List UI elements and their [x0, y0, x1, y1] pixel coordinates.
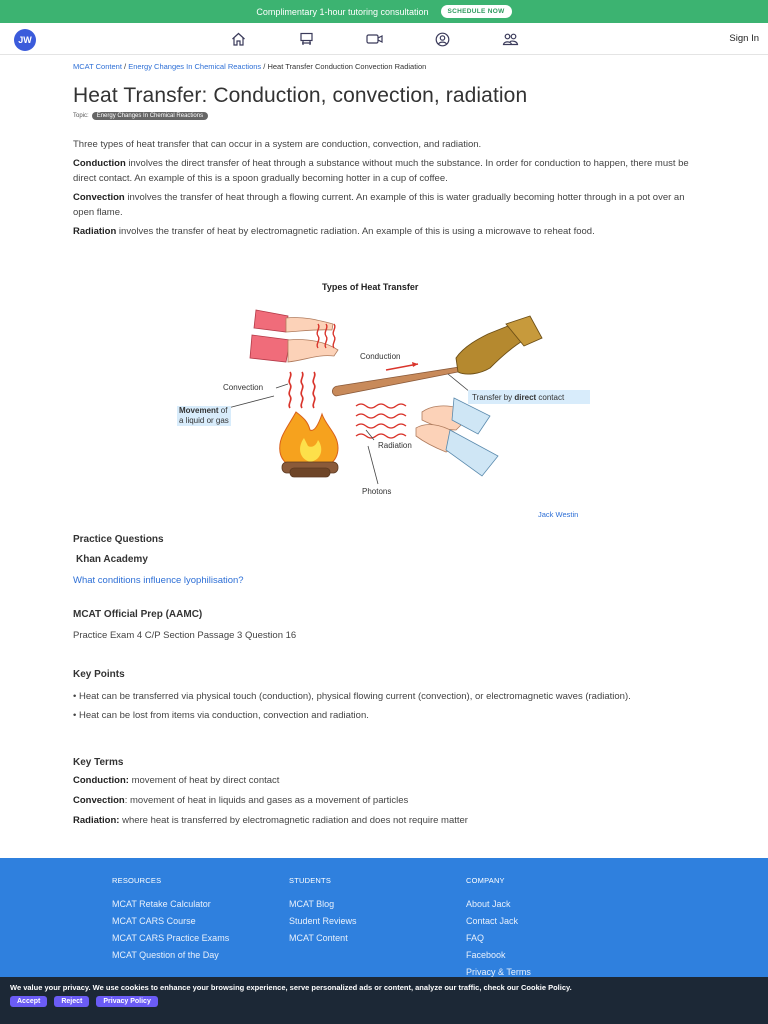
footer-link-cars-practice-exams[interactable]: MCAT CARS Practice Exams: [112, 933, 230, 943]
footer-link-question-of-the-day[interactable]: MCAT Question of the Day: [112, 950, 219, 960]
key-term-conduction: [73, 773, 703, 788]
footer-link-mcat-content[interactable]: MCAT Content: [289, 933, 348, 943]
key-point-2: • Heat can be lost from items via conduction, convection and radiation.: [73, 710, 369, 721]
main-content: [73, 62, 703, 239]
breadcrumb: [73, 62, 703, 71]
accept-cookies-button[interactable]: Accept: [10, 996, 47, 1007]
convection-term: Convection: [73, 192, 125, 203]
upper-hands-illustration: [250, 310, 338, 362]
promo-text: Complimentary 1-hour tutoring consultation: [256, 6, 429, 17]
footer-link-cars-course[interactable]: MCAT CARS Course: [112, 916, 196, 926]
transfer-post: contact: [536, 393, 565, 402]
key-points-section: [73, 669, 703, 723]
conduction-term: Conduction: [73, 158, 126, 169]
direct-contact-pointer: [448, 374, 470, 392]
home-icon[interactable]: [228, 30, 248, 48]
convection-text: involves the transfer of heat through a flowing current. An example of this is water gradually becoming hotter through in a pot over an open flame.: [73, 192, 685, 218]
metal-rod-illustration: [332, 366, 468, 396]
key-terms-section: [73, 757, 703, 828]
footer-link-privacy-terms[interactable]: Privacy & Terms: [466, 967, 531, 977]
radiation-text: involves the transfer of heat by electromagnetic radiation. An example of this is using a microwave to reheat food.: [116, 226, 595, 237]
footer-company-heading: COMPANY: [466, 876, 505, 885]
conduction-paragraph: [73, 156, 703, 186]
campfire-illustration: [280, 412, 338, 477]
conduction-text: involves the direct transfer of heat through a substance without much the substance. In order for conduction to happen, there must be direct contact. An example of this is a spoon gradually becoming hotter in a cup of coffee.: [73, 158, 689, 184]
breadcrumb-mcat-content[interactable]: MCAT Content: [73, 62, 122, 71]
breadcrumb-energy-changes[interactable]: Energy Changes In Chemical Reactions: [128, 62, 262, 71]
footer-link-about-jack[interactable]: About Jack: [466, 899, 511, 909]
cookie-actions: [10, 996, 758, 1007]
top-navigation: [0, 23, 768, 55]
key-term-convection: [73, 793, 703, 808]
practice-heading: Practice Questions: [73, 534, 164, 545]
classroom-icon[interactable]: [296, 30, 316, 48]
photons-pointer: [368, 446, 378, 484]
footer-link-retake-calculator[interactable]: MCAT Retake Calculator: [112, 899, 211, 909]
figure-label-movement: [177, 406, 231, 426]
radiation-term: Radiation: [73, 226, 117, 237]
movement-bold: Movement: [179, 406, 219, 415]
def-radiation: where heat is transferred by electromagnetic radiation and does not require matter: [119, 815, 468, 826]
cookie-message: We value your privacy. We use cookies to enhance your browsing experience, serve personalized ads or content, analyze our traffic, check our Cookie Policy.: [10, 983, 572, 992]
breadcrumb-current: Heat Transfer Conduction Convection Radiation: [267, 62, 427, 71]
convection-waves: [289, 372, 315, 408]
footer-resources-column: [112, 876, 229, 967]
figure-title: Types of Heat Transfer: [322, 282, 419, 292]
key-terms-heading: Key Terms: [73, 757, 124, 768]
topic-tag[interactable]: Energy Changes In Chemical Reactions: [92, 112, 208, 120]
right-hands-illustration: [416, 398, 498, 476]
promo-banner: [0, 0, 768, 23]
figure-label-convection: Convection: [223, 383, 264, 392]
term-radiation: Radiation:: [73, 815, 120, 826]
term-convection: Convection: [73, 795, 125, 806]
convection-paragraph: [73, 190, 703, 220]
footer-link-contact-jack[interactable]: Contact Jack: [466, 916, 519, 926]
key-term-radiation: [73, 813, 703, 828]
video-icon[interactable]: [364, 30, 384, 48]
schedule-now-button[interactable]: SCHEDULE NOW: [441, 5, 512, 18]
figure-label-photons: Photons: [362, 487, 392, 496]
footer-link-facebook[interactable]: Facebook: [466, 950, 506, 960]
breadcrumb-separator: /: [121, 62, 129, 71]
khan-academy-heading: Khan Academy: [76, 554, 148, 565]
nav-icon-group: [228, 30, 520, 48]
user-circle-icon[interactable]: [432, 30, 452, 48]
privacy-policy-button[interactable]: Privacy Policy: [96, 996, 157, 1007]
movement-pointer: [228, 396, 274, 408]
aamc-practice-item: Practice Exam 4 C/P Section Passage 3 Question 16: [73, 630, 297, 641]
movement-line2: a liquid or gas: [179, 416, 229, 425]
transfer-pre: Transfer by: [472, 393, 515, 402]
footer-link-student-reviews[interactable]: Student Reviews: [289, 916, 357, 926]
page-title: Heat Transfer: Conduction, convection, radiation: [73, 84, 528, 107]
reject-cookies-button[interactable]: Reject: [54, 996, 89, 1007]
footer-students-heading: STUDENTS: [289, 876, 332, 885]
topic-label: Topic:: [73, 113, 89, 119]
footer-resources-heading: RESOURCES: [112, 876, 162, 885]
sign-in-link[interactable]: Sign In: [729, 33, 759, 44]
breadcrumb-separator: /: [261, 62, 268, 71]
cookie-banner: [0, 977, 768, 1024]
footer-link-faq[interactable]: FAQ: [466, 933, 485, 943]
figure-label-conduction: Conduction: [360, 352, 401, 361]
figure-label-radiation: Radiation: [378, 441, 412, 450]
intro-paragraph: Three types of heat transfer that can occur in a system are conduction, convection, and radiation.: [73, 139, 482, 150]
community-icon[interactable]: [500, 30, 520, 48]
transfer-bold: direct: [514, 393, 537, 402]
lyophilisation-question-link[interactable]: What conditions influence lyophilisation?: [73, 575, 244, 586]
practice-section: [73, 534, 703, 643]
footer-students-column: [289, 876, 357, 950]
term-conduction: Conduction:: [73, 775, 129, 786]
radiation-waves: [356, 404, 406, 438]
topic-row: [73, 112, 703, 120]
key-points-heading: Key Points: [73, 669, 125, 680]
figure-label-transfer: [472, 393, 564, 402]
footer-link-blog[interactable]: MCAT Blog: [289, 899, 335, 909]
def-convection: : movement of heat in liquids and gases as a movement of particles: [124, 795, 409, 806]
key-point-1: • Heat can be transferred via physical touch (conduction), physical flowing current (convection), or electromagnetic waves (radiation).: [73, 691, 631, 702]
def-conduction: movement of heat by direct contact: [128, 775, 280, 786]
figure-credit: Jack Westin: [538, 510, 579, 519]
radiation-paragraph: [73, 224, 703, 239]
movement-rest: of: [218, 406, 228, 415]
jw-logo[interactable]: JW: [14, 29, 36, 51]
heat-transfer-figure: [168, 280, 598, 525]
aamc-heading: MCAT Official Prep (AAMC): [73, 609, 203, 620]
footer-company-column: [466, 876, 531, 984]
